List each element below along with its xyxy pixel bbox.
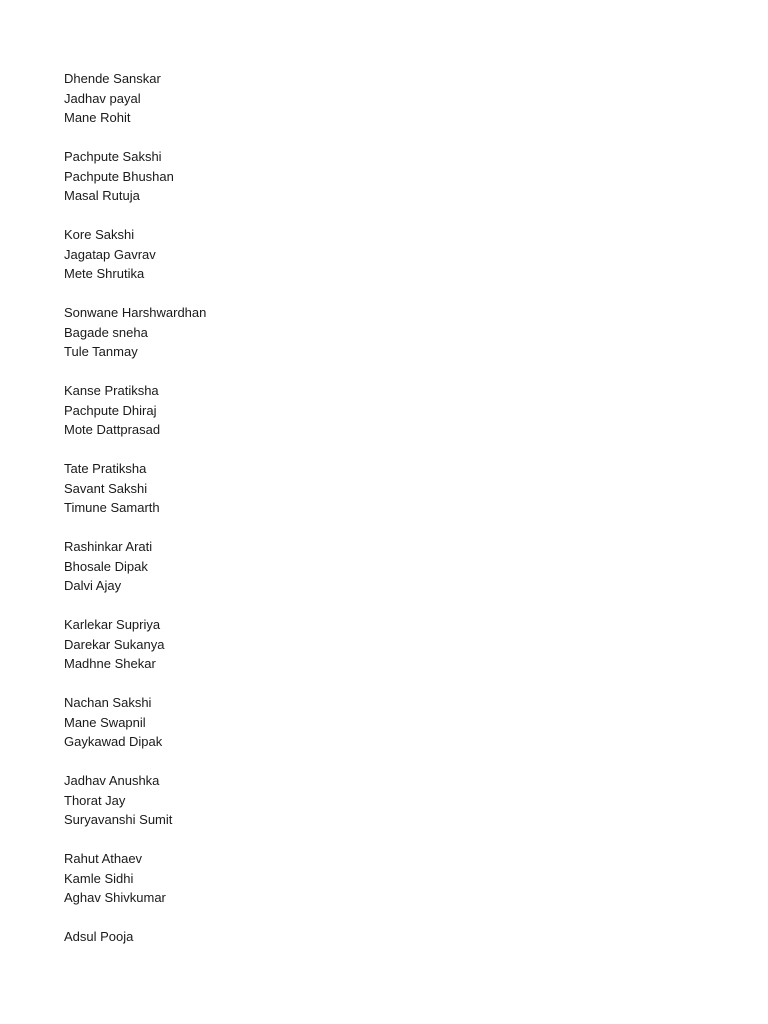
name-group	[64, 303, 206, 362]
name-group	[64, 225, 206, 284]
name-line: Pachpute Dhiraj	[64, 402, 157, 418]
name-line: Aghav Shivkumar	[64, 890, 166, 905]
name-line: Darekar Sukanya	[64, 636, 165, 652]
name-line: Madhne Shekar	[64, 656, 156, 671]
name-line: Masal Rutuja	[64, 188, 140, 203]
name-line: Jadhav Anushka	[64, 773, 160, 788]
name-line: Suryavanshi Sumit	[64, 812, 173, 827]
name-group	[64, 771, 206, 830]
name-group	[64, 615, 206, 674]
name-group	[64, 693, 206, 752]
name-group	[64, 927, 206, 947]
name-line: Jagatap Gavrav	[64, 246, 156, 262]
name-group	[64, 537, 206, 596]
name-group	[64, 849, 206, 908]
name-group	[64, 69, 206, 128]
name-line: Rashinkar Arati	[64, 539, 153, 554]
name-line: Savant Sakshi	[64, 480, 148, 496]
name-line: Gaykawad Dipak	[64, 734, 163, 749]
name-line: Tule Tanmay	[64, 344, 138, 359]
name-line: Jadhav payal	[64, 90, 141, 106]
name-line: Dhende Sanskar	[64, 71, 161, 86]
name-line: Tate Pratiksha	[64, 461, 147, 476]
name-line: Rahut Athaev	[64, 851, 143, 866]
name-line: Pachpute Bhushan	[64, 168, 174, 184]
name-line: Bhosale Dipak	[64, 558, 148, 574]
name-line: Mane Rohit	[64, 110, 131, 125]
name-group	[64, 381, 206, 440]
name-line: Pachpute Sakshi	[64, 149, 162, 164]
name-line: Thorat Jay	[64, 792, 126, 808]
name-list	[64, 69, 206, 966]
name-line: Sonwane Harshwardhan	[64, 305, 207, 320]
name-line: Karlekar Supriya	[64, 617, 161, 632]
name-line: Mote Dattprasad	[64, 422, 161, 437]
name-line: Kamle Sidhi	[64, 870, 134, 886]
name-group	[64, 459, 206, 518]
name-line: Bagade sneha	[64, 324, 148, 340]
name-line: Nachan Sakshi	[64, 695, 152, 710]
name-line: Mete Shrutika	[64, 266, 145, 281]
name-line: Timune Samarth	[64, 500, 160, 515]
name-line: Mane Swapnil	[64, 714, 146, 730]
name-line: Dalvi Ajay	[64, 578, 122, 593]
name-line: Adsul Pooja	[64, 929, 134, 944]
name-line: Kanse Pratiksha	[64, 383, 159, 398]
name-line: Kore Sakshi	[64, 227, 135, 242]
name-group	[64, 147, 206, 206]
